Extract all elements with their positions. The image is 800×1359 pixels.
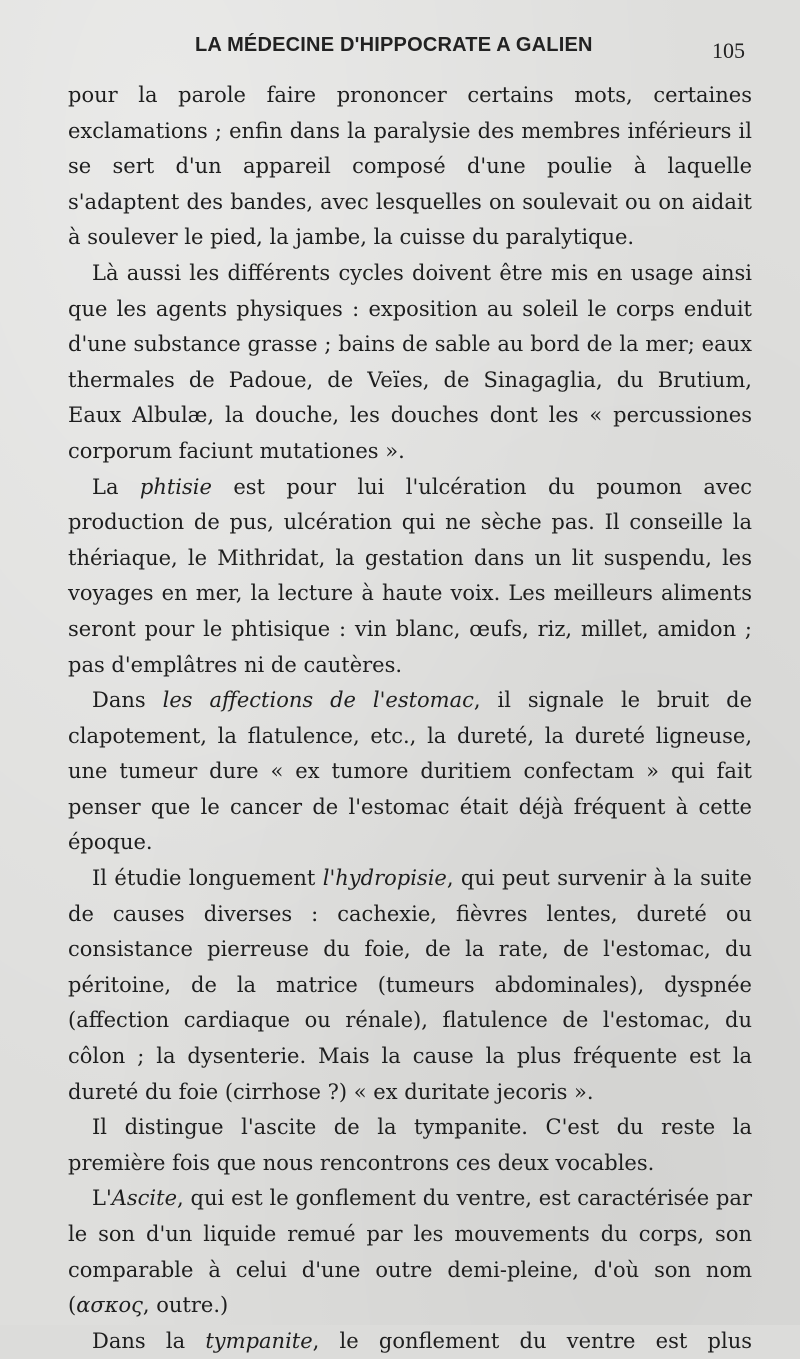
italic-term: l'hydropisie <box>322 866 447 891</box>
italic-term: tympanite <box>205 1328 313 1353</box>
paragraph-text: Il étudie longuement <box>92 866 323 891</box>
paragraph-text: Dans <box>92 688 163 713</box>
paragraph-text: , qui peut survenir à la suite de causes diverses : cachexie, fièvres lentes, dureté ou consistance pierreuse du foie, de la rate, de l'estomac, du péritoine, de la matrice (tumeurs abdominales), dyspnée (affection cardiaque ou rénale), flatulence de l'estomac, du côlon ; la dysenterie. Mais la cause la plus fréquente est la dureté du foie (cirrhose ?) « ex duritate jecoris ». <box>68 866 752 1104</box>
paragraph-text: est pour lui l'ulcération du poumon avec production de pus, ulcération qui ne sèche pas. Il conseille la thériaque, le Mithridat, la gestation dans un lit suspendu, les voyages en mer, la lecture à haute voix. Les meilleurs aliments seront pour le phtisique : vin blanc, œufs, riz, millet, amidon ; pas d'emplâtres ni de cautères. <box>68 474 753 677</box>
running-head <box>0 34 800 64</box>
paragraph <box>68 861 752 1110</box>
paragraph: Là aussi les différents cycles doivent être mis en usage ainsi que les agents physiques : exposition au soleil le corps enduit d'une substance grasse ; bains de sable au bord de la mer; eaux thermales de Padoue, de Veïes, de Sinagaglia, du Brutium, Eaux Albulæ, la douche, les douches dont les « percussiones corporum faciunt mutationes ». <box>68 260 752 463</box>
page-number: 105 <box>712 38 745 63</box>
paragraph-text: , le gonflement du ventre est plus <box>312 1328 752 1353</box>
paragraph-text: L' <box>92 1186 112 1211</box>
italic-term: Ascite <box>111 1186 178 1211</box>
running-title: LA MÉDECINE D'HIPPOCRATE A GALIEN <box>195 34 593 56</box>
paragraph <box>68 470 752 684</box>
paragraph-text: La <box>92 474 140 499</box>
greek-word: ασκος <box>76 1293 143 1318</box>
italic-term: phtisie <box>139 474 212 499</box>
paragraph-text: , il signale le bruit de clapotement, la flatulence, etc., la dureté, la dureté ligneuse, une tumeur dure « ex tumore duritiem confectam » qui fait penser que le cancer de l'estomac était déjà fréquent à cette époque. <box>68 688 752 855</box>
paragraph-text: Dans la <box>92 1328 206 1353</box>
italic-term: les affections de l'estomac <box>162 688 474 713</box>
paragraph-text: , outre.) <box>142 1293 229 1318</box>
paragraph <box>68 1181 752 1323</box>
paragraph <box>68 1324 752 1359</box>
paragraph: pour la parole faire prononcer certains mots, certaines exclamations ; enfin dans la paralysie des membres inférieurs il se sert d'un appareil composé d'une poulie à laquelle s'adaptent des bandes, avec lesquelles on soulevait ou on aidait à soulever le pied, la jambe, la cuisse du paralytique. <box>68 83 752 250</box>
paragraph <box>68 683 752 861</box>
paragraph-text: , qui est le gonflement du ventre, est caractérisée par le son d'un liquide remué par les mouvements du corps, son comparable à celui d'une outre demi-pleine, d'où son nom ( <box>68 1186 752 1318</box>
body-text <box>68 78 752 1359</box>
paragraph: Il distingue l'ascite de la tympanite. C'est du reste la première fois que nous rencontrons ces deux vocables. <box>68 1115 752 1175</box>
